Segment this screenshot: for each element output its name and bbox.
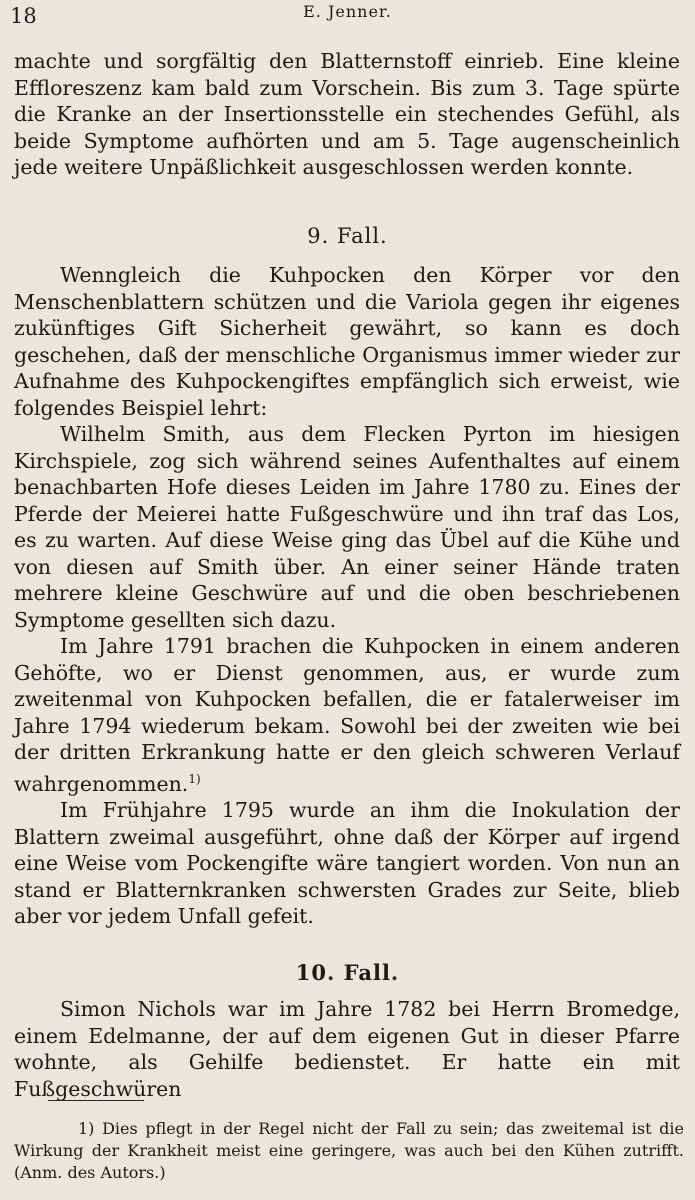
paragraph-text: Im Jahre 1791 brachen die Kuhpocken in einem anderen Gehöfte, wo er Dienst genommen, aus, er wurde zum zweitenmal von Kuhpocken befallen, die er fatalerweiser im Jahre 1794 wiederum bekam. Sowohl bei der zweiten wie bei der dritten Erkrankung hatte er den gleich schweren Verlauf wahrgenommen. <box>14 634 680 796</box>
footnote-text: 1) Dies pflegt in der Regel nicht der Fall zu sein; das zweitemal ist die Wirkung der Krankheit meist eine geringere, was auch bei den Kühen zutrifft. (Anm. des Autors.) <box>14 1119 684 1182</box>
running-head: E. Jenner. <box>303 2 392 21</box>
case-9-body <box>14 262 680 930</box>
paragraph <box>14 633 680 797</box>
case-10-body <box>14 996 680 1102</box>
paragraph: Simon Nichols war im Jahre 1782 bei Herrn Bromedge, einem Edelmanne, der auf dem eigenen Gut in dieser Pfarre wohnte, als Gehilfe bedienstet. Er hatte ein mit Fußgeschwüren <box>14 997 680 1101</box>
footnote-marker: 1) <box>188 771 201 786</box>
case-10-heading: 10. Fall. <box>295 960 400 985</box>
footnote-separator <box>48 1100 144 1101</box>
paragraph: Wilhelm Smith, aus dem Flecken Pyrton im hiesigen Kirchspiele, zog sich während seines Aufenthaltes auf einem benachbarten Hofe dieses Leiden im Jahre 1780 zu. Eines der Pferde der Meierei hatte Fußgeschwüre und ihn traf das Los, es zu warten. Auf diese Weise ging das Übel auf die Kühe und von diesen auf Smith über. An einer seiner Hände traten mehrere kleine Geschwüre auf und die oben beschriebenen Symptome gesellten sich dazu. <box>14 422 680 632</box>
paragraph: machte und sorgfältig den Blatternstoff einrieb. Eine kleine Effloreszenz kam bald zum Vorschein. Bis zum 3. Tage spürte die Kranke an der Insertionsstelle ein stechendes Gefühl, als beide Symptome aufhörten und am 5. Tage augenscheinlich jede weitere Unpäßlichkeit ausgeschlossen werden konnte. <box>14 49 680 179</box>
page-number: 18 <box>10 4 37 28</box>
footnote <box>14 1118 684 1184</box>
case-9-heading: 9. Fall. <box>307 224 388 248</box>
paragraph: Wenngleich die Kuhpocken den Körper vor den Menschenblattern schützen und die Variola gegen ihr eigenes zukünftiges Gift Sicherheit gewährt, so kann es doch geschehen, daß der menschliche Organismus immer wieder zur Aufnahme des Kuhpockengiftes empfänglich sich erweist, wie folgendes Beispiel lehrt: <box>14 263 680 420</box>
paragraph: Im Frühjahre 1795 wurde an ihm die Inokulation der Blattern zweimal ausgeführt, ohne daß der Körper auf irgend eine Weise vom Pockengifte wäre tangiert worden. Von nun an stand er Blatternkranken schwersten Grades zur Seite, blieb aber vor jedem Unfall gefeit. <box>14 798 680 928</box>
continued-paragraph <box>14 48 680 181</box>
page-header <box>10 2 685 32</box>
